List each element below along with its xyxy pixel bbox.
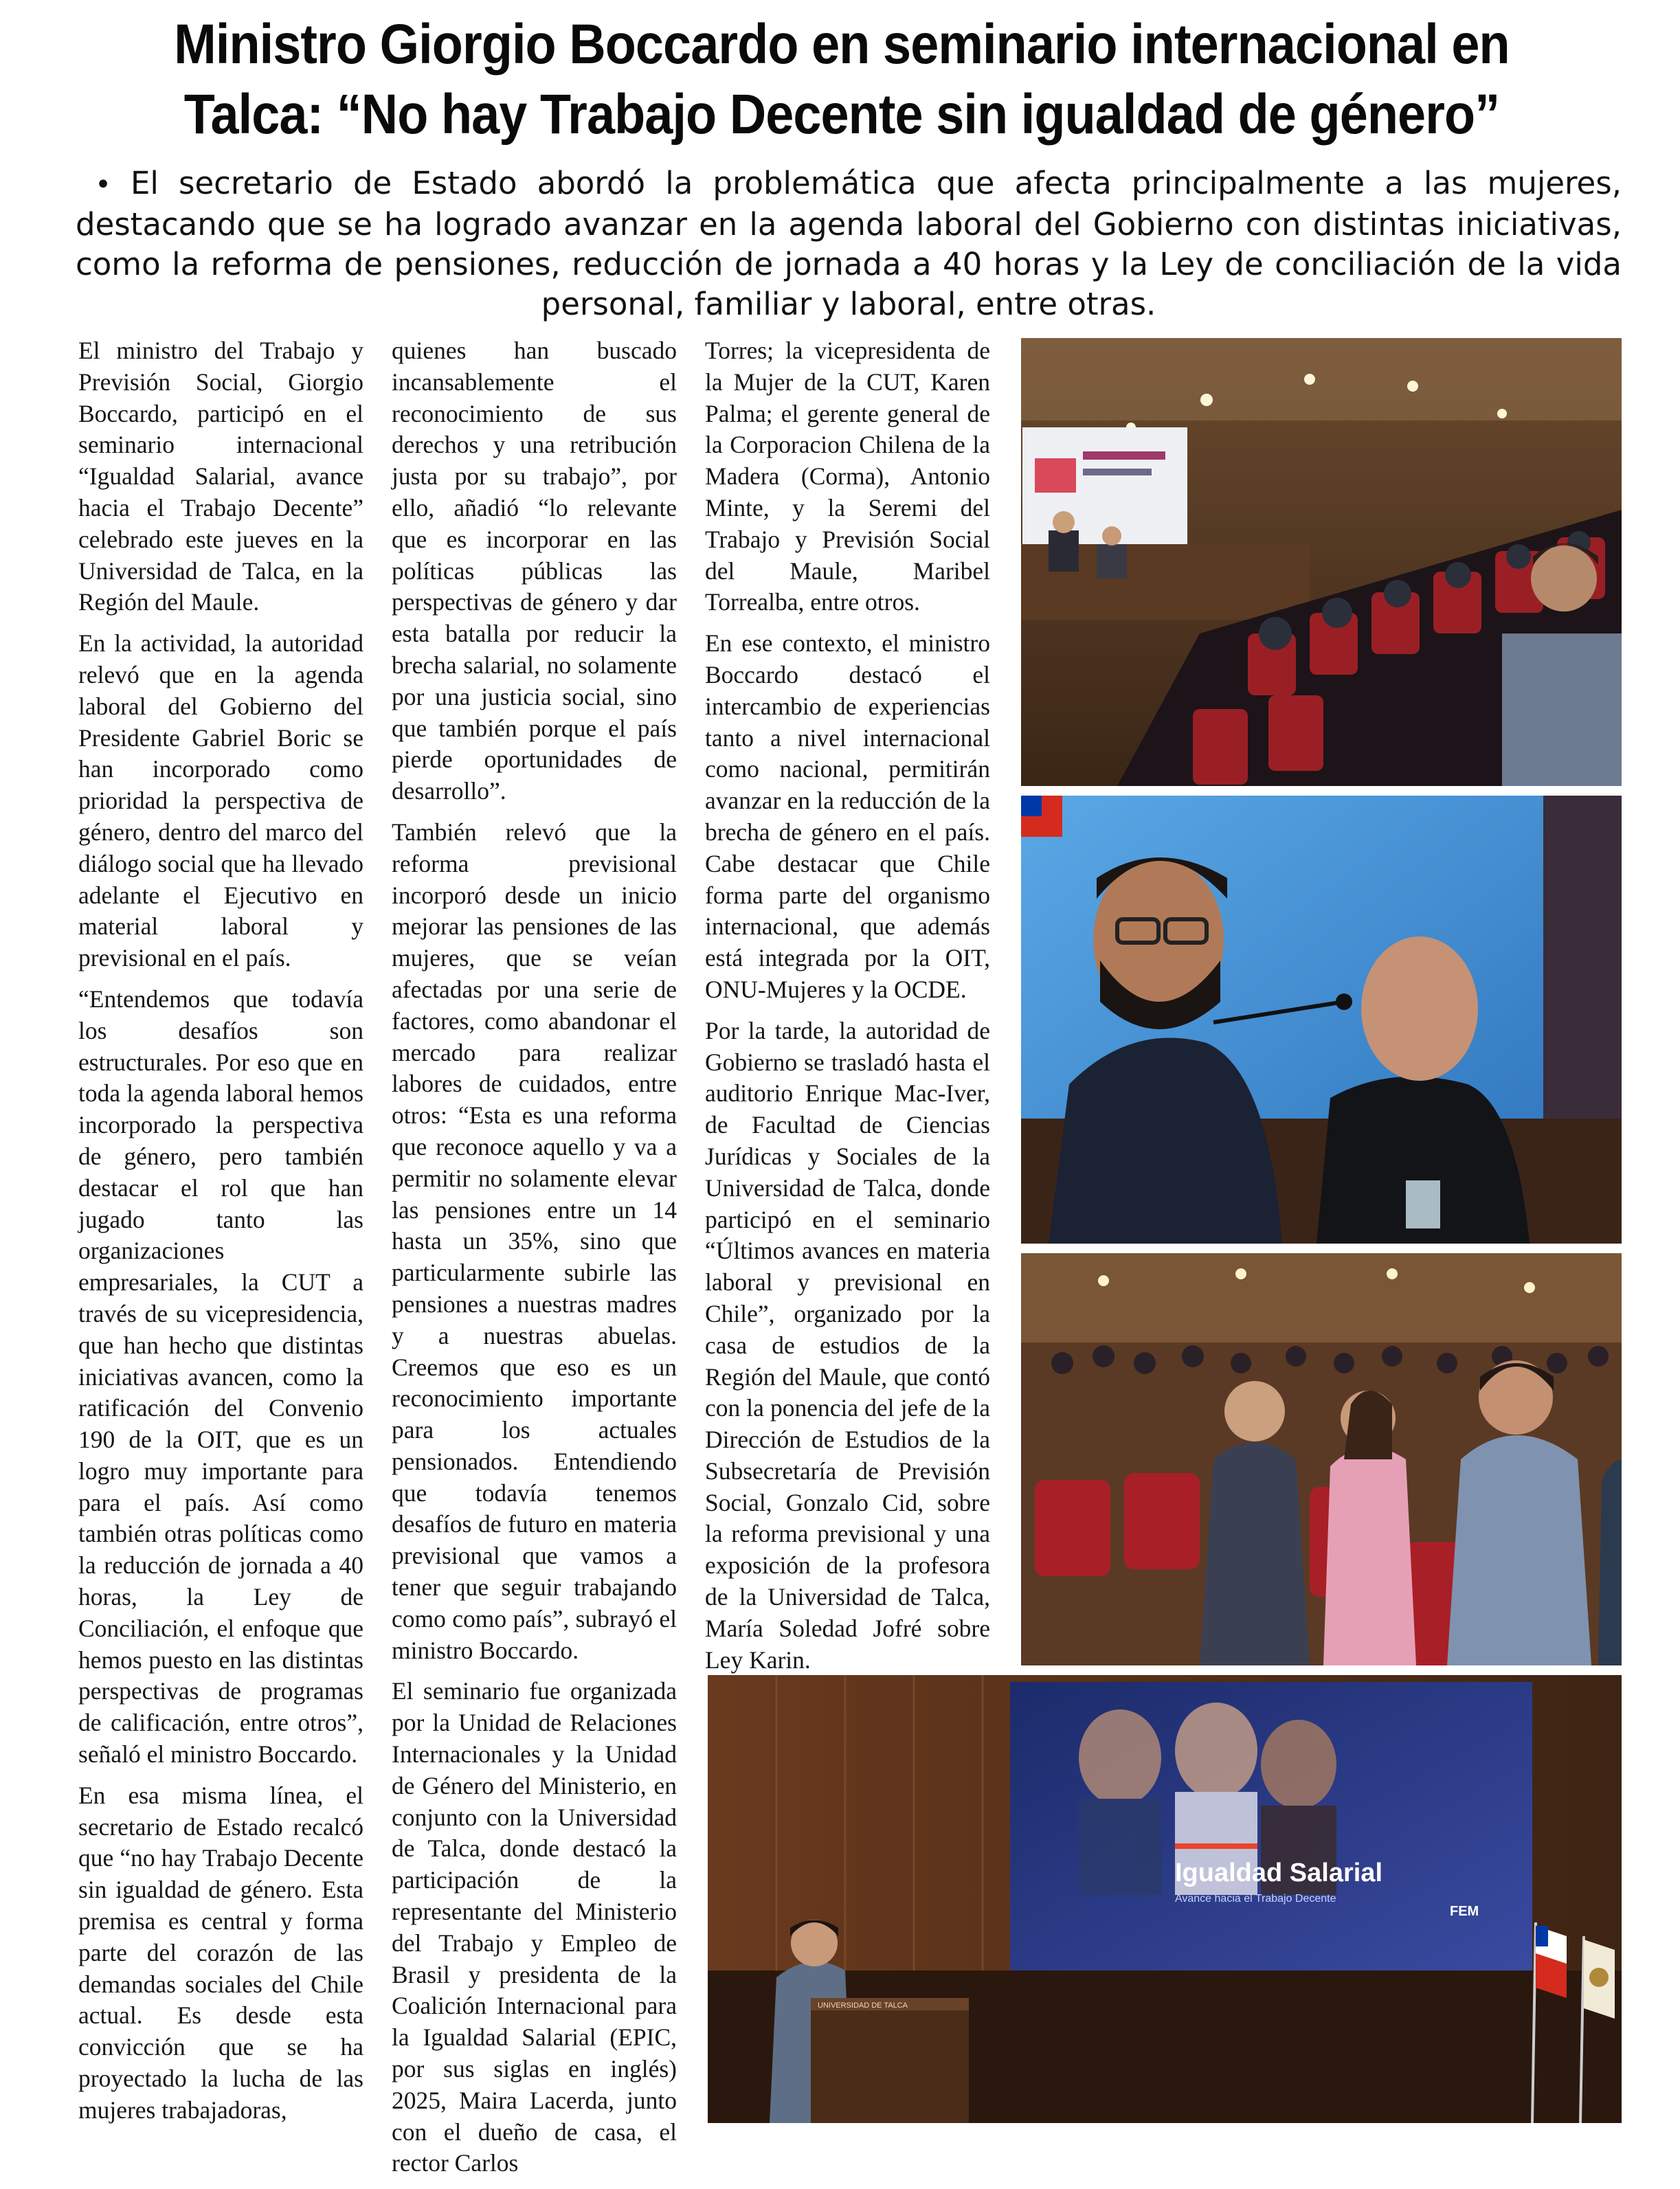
column-3-paragraph: Por la tarde, la autoridad de Gobierno se trasladó hasta el auditorio Enrique Mac-Iver, de Facultad de Ciencias Jurídicas y Sociales de la Universidad de Talca, donde participó en el seminario “Últimos avances en materia laboral y previsional en Chile”, organizado por la casa de estudios de la Región del Maule, que contó con la ponencia del jefe de la Dirección de Estudios de la Subsecretaría de Previsión Social, Gonzalo Cid, sobre la reforma previsional y una exposición de la profesora de la Universidad de Talca, María Soledad Jofré sobre Ley Karin. <box>705 1016 990 1674</box>
column-3-paragraph: En ese contexto, el ministro Boccardo destacó el intercambio de experiencias tanto a nivel internacional como nacional, permitirán avanzar en la reducción de la brecha de género en el país. Cabe destacar que Chile forma parte del organismo internacional, que además está integrada por la OIT, ONU-Mujeres y la OCDE. <box>705 629 990 1003</box>
column-2-paragraph: quienes han buscado incansablemente el reconocimiento de sus derechos y una retribución justa por su trabajo”, por ello, añadió “lo relevante que es incorporar en las políticas públicas las perspectivas de género y dar esta batalla por reducir la brecha salarial, no solamente por una justicia social, sino que también porque el país pierde oportunidades de desarrollo”. <box>392 337 677 805</box>
minister-speaking-illustration <box>1021 796 1622 1244</box>
column-1-paragraph: “Entendemos que todavía los desafíos son estructurales. Por eso que en toda la agenda laboral hemos incorporado la perspectiva de género, pero también destacar el rol que han jugado tanto las organizaciones empresariales, la CUT a través de su vicepresidencia, que han hecho que distintas iniciativas avancen, como la ratificación del Convenio 190 de la OIT, que es un logro muy importante para para el país. Así como también otras políticas como la reducción de jornada a 40 horas, la Ley de Conciliación, el enfoque que hemos puesto en las distintas perspectivas de programas de calificación, entre otros”, señaló el ministro Boccardo. <box>78 985 363 1769</box>
column-1-paragraph: En la actividad, la autoridad relevó que en la agenda laboral del Gobierno del Presidente Gabriel Boric se han incorporado como prioridad la perspectiva de género, dentro del marco del diálogo social que ha llevado adelante el Ejecutivo en material laboral y previsional en el país. <box>78 629 363 972</box>
screen-logo: FEM <box>1450 1904 1479 1919</box>
projected-title: Igualdad Salarial <box>1175 1859 1382 1887</box>
column-2-paragraph: El seminario fue organizada por la Unidad de Relaciones Internacionales y la Unidad de Género del Ministerio, en conjunto con la Universidad de Talca, donde destacó la participación de la representante del Ministerio del Trabajo y Empleo de Brasil y presidenta de la Coalición Internacional para la Igualdad Salarial (EPIC, por sus siglas en inglés) 2025, Maira Lacerda, junto con el dueño de casa, el rector Carlos <box>392 1677 677 2177</box>
article-column-3 <box>705 335 990 1685</box>
audience-illustration <box>1021 1253 1622 1665</box>
column-1-paragraph: En esa misma línea, el secretario de Estado recalcó que “no hay Trabajo Decente sin igualdad de género. Esta premisa es central y forma parte del corazón de las demandas sociales del Chile actual. Es desde esta convicción que se ha proyectado la lucha de las mujeres trabajadoras, <box>78 1781 363 2124</box>
article-column-1 <box>78 335 363 2136</box>
photo-podium-projection <box>706 1674 1623 2124</box>
headline: Ministro Giorgio Boccardo en seminario internacional en Talca: “No hay Trabajo Decente sin igualdad de género” <box>174 13 1510 146</box>
column-3-paragraph: Torres; la vicepresidenta de la Mujer de la CUT, Karen Palma; el gerente general de la Corporacion Chilena de la Madera (Corma), Antonio Minte, y la Seremi del Trabajo y Previsión Social del Maule, Maribel Torrealba, entre otros. <box>705 337 990 616</box>
photo-audience <box>1020 1252 1623 1667</box>
auditorium-wide-illustration <box>1021 338 1622 786</box>
podium-label: UNIVERSIDAD DE TALCA <box>818 2001 908 2010</box>
photo-minister-speaking <box>1020 794 1623 1245</box>
lede-text: El secretario de Estado abordó la problemática que afecta principalmente a las mujeres, destacando que se ha logrado avanzar en la agenda laboral del Gobierno con distintas iniciativas, como la reforma de pensiones, reducción de jornada a 40 horas y la Ley de conciliación de la vida personal, familiar y laboral, entre otras. <box>76 165 1622 322</box>
podium-projection-illustration <box>708 1675 1622 2123</box>
article-column-2 <box>392 335 677 2189</box>
photo-auditorium-wide <box>1020 337 1623 787</box>
column-2-paragraph: También relevó que la reforma previsional incorporó desde un inicio mejorar las pensiones de las mujeres, que se veían afectadas por una serie de factores, como abandonar el mercado para realizar labores de cuidados, entre otros: “Esta es una reforma que reconoce aquello y va a permitir no solamente elevar las pensiones entre un 14 hasta un 35%, sino que particularmente subirle las pensiones a nuestras madres y a nuestras abuelas. Creemos que eso es un reconocimiento importante para los actuales pensionados. Entendiendo que todavía tenemos desafíos de futuro en materia previsional que vamos a tener que seguir trabajando como como país”, subrayó el ministro Boccardo. <box>392 818 677 1664</box>
projected-subtitle: Avance hacia el Trabajo Decente <box>1175 1893 1336 1905</box>
lede-paragraph <box>76 164 1622 324</box>
column-1-paragraph: El ministro del Trabajo y Previsión Social, Giorgio Boccardo, participó en el seminario internacional “Igualdad Salarial, avance hacia el Trabajo Decente” celebrado este jueves en la Universidad de Talca, en la Región del Maule. <box>78 337 363 616</box>
lede-bullet: • <box>95 169 111 201</box>
